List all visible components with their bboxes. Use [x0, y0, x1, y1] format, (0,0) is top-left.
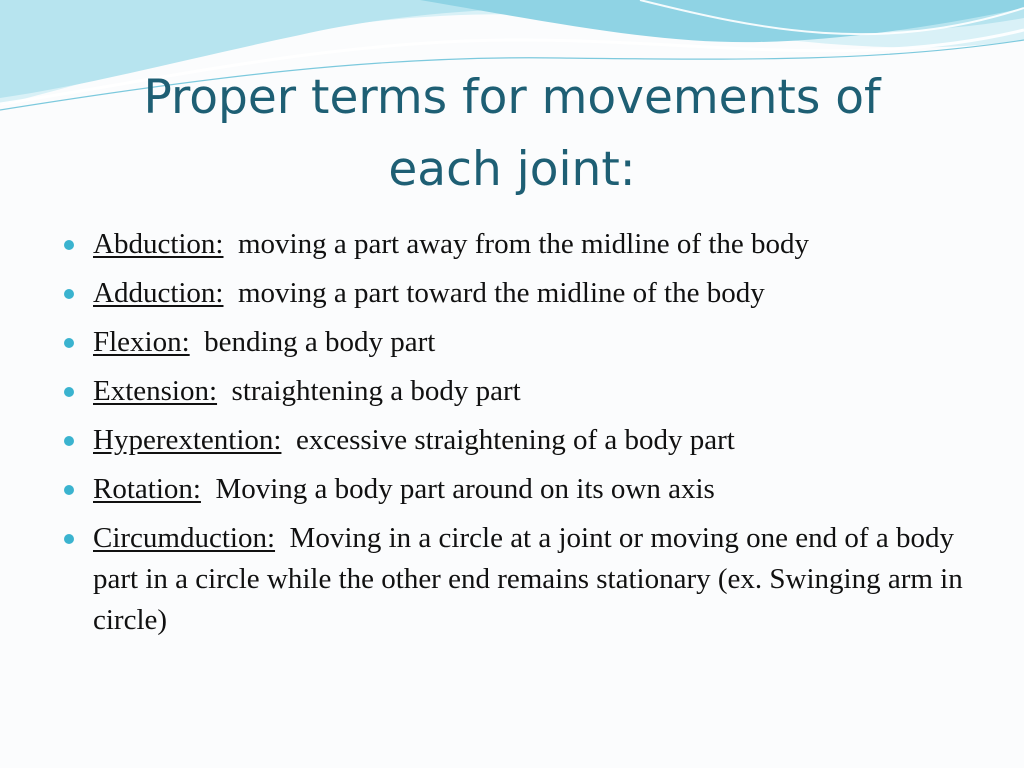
bullet-definition: moving a part toward the midline of the body	[238, 277, 765, 309]
title-line-1: Proper terms for movements of	[143, 70, 881, 125]
bullet-definition: bending a body part	[204, 326, 436, 358]
bullet-term: Hyperextention:	[93, 424, 282, 456]
bullet-dot-icon	[64, 338, 74, 348]
bullet-rotation	[62, 469, 972, 510]
bullet-term: Circumduction:	[93, 522, 276, 554]
bullet-dot-icon	[64, 534, 74, 544]
bullet-dot-icon	[64, 240, 74, 250]
bullet-hyperextention	[62, 420, 972, 461]
bullet-list	[62, 224, 972, 649]
bullet-adduction	[62, 273, 972, 314]
bullet-term: Adduction:	[93, 277, 224, 309]
bullet-term: Abduction:	[93, 228, 224, 260]
bullet-definition: straightening a body part	[231, 375, 521, 407]
bullet-circumduction	[62, 518, 972, 641]
bullet-definition: excessive straightening of a body part	[295, 424, 735, 456]
bullet-term: Flexion:	[93, 326, 190, 358]
bullet-term: Extension:	[93, 375, 218, 407]
bullet-abduction	[62, 224, 972, 265]
bullet-extension	[62, 371, 972, 412]
bullet-term: Rotation:	[93, 473, 201, 505]
bullet-dot-icon	[64, 436, 74, 446]
bullet-dot-icon	[64, 289, 74, 299]
bullet-definition: moving a part away from the midline of the body	[238, 228, 809, 260]
slide-title	[60, 62, 964, 206]
bullet-definition: Moving a body part around on its own axis	[215, 473, 715, 505]
bullet-definition: Moving in a circle at a joint or moving one end of a body part in a circle while the other end remains stationary (ex. Swinging arm in circle)	[93, 522, 963, 636]
bullet-flexion	[62, 322, 972, 363]
bullet-dot-icon	[64, 387, 74, 397]
bullet-dot-icon	[64, 485, 74, 495]
title-line-2: each joint:	[388, 142, 636, 197]
